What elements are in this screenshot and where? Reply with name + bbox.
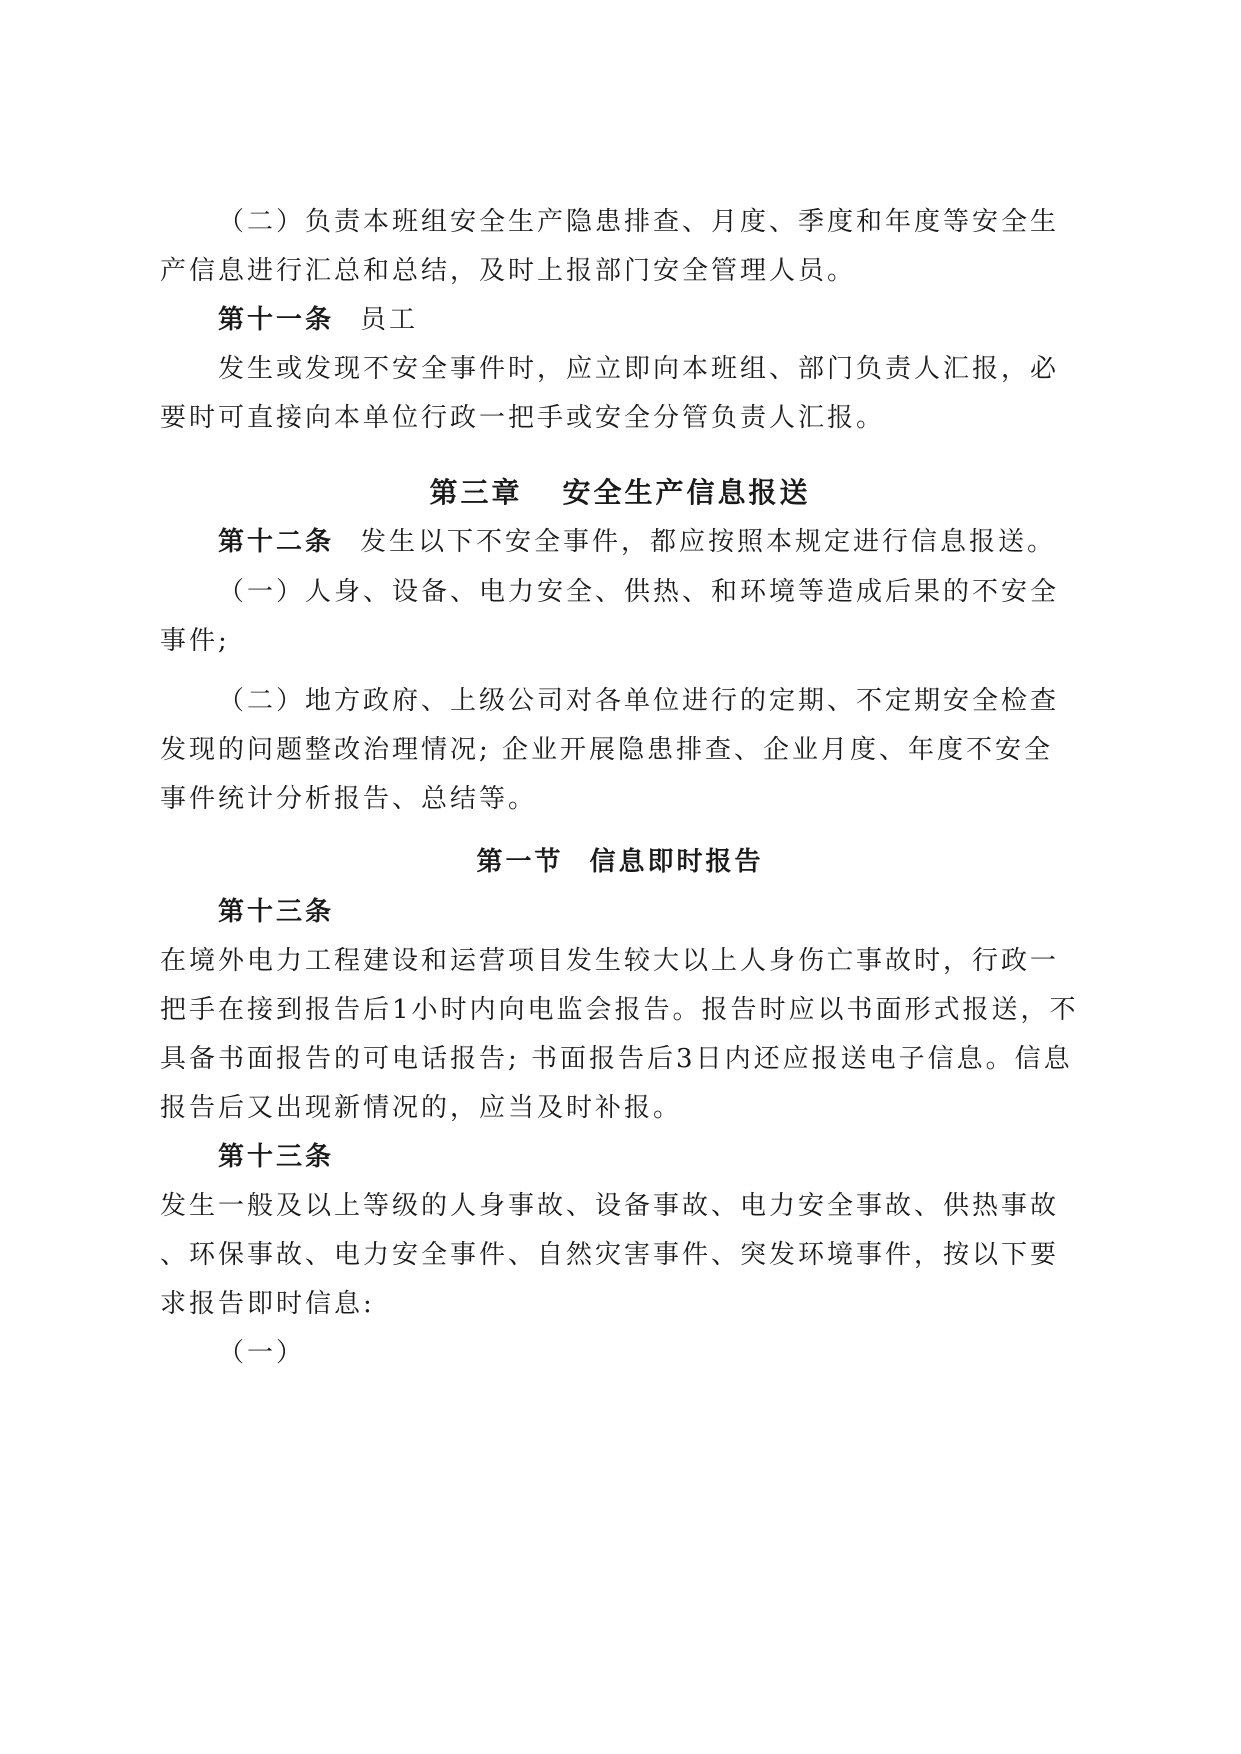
article-title: 员工 [360,305,419,335]
paragraph-line: 发生或发现不安全事件时，应立即向本班组、部门负责人汇报，必 [218,354,1060,384]
article-13-heading: 第十三条 [218,1142,335,1172]
section-heading [160,845,1080,879]
section-title: 信息即时报告 [589,847,764,877]
paragraph-line: 发现的问题整改治理情况; 企业开展隐患排查、企业月度、年度不安全 [160,735,1054,765]
paragraph-line: 产信息进行汇总和总结，及时上报部门安全管理人员。 [160,256,857,286]
article-heading: 第十二条 [218,527,335,557]
chapter-number: 第三章 [429,476,523,509]
chapter-heading [160,476,1080,510]
paragraph-line: （二）负责本班组安全生产隐患排查、月度、季度和年度等安全生 [218,207,1060,237]
paragraph-line: 在境外电力工程建设和运营项目发生较大以上人身伤亡事故时，行政一 [160,946,1060,976]
paragraph-line: 要时可直接向本单位行政一把手或安全分管负责人汇报。 [160,403,886,433]
paragraph-line: 事件; [160,626,230,656]
paragraph-line: 发生一般及以上等级的人身事故、设备事故、电力安全事故、供热事故 [160,1191,1060,1221]
chapter-title: 安全生产信息报送 [562,476,811,509]
paragraph-line: 把手在接到报告后1小时内向电监会报告。报告时应以书面形式报送，不 [160,995,1079,1025]
article-text: 发生以下不安全事件，都应按照本规定进行信息报送。 [360,527,1057,557]
paragraph-line: 事件统计分析报告、总结等。 [160,784,538,814]
paragraph-line: 求报告即时信息: [160,1289,375,1319]
article-heading: 第十一条 [218,305,335,335]
paragraph-line: 具备书面报告的可电话报告; 书面报告后3日内还应报送电子信息。信息 [160,1044,1073,1074]
section-number: 第一节 [476,847,564,877]
article-11-heading-line [218,303,1080,337]
article-13-heading: 第十三条 [218,897,335,927]
article-12-line [218,525,1080,559]
paragraph-line: （一） [218,1338,306,1368]
paragraph-line: 报告后又出现新情况的，应当及时补报。 [160,1093,683,1123]
paragraph-line: （一）人身、设备、电力安全、供热、和环境等造成后果的不安全 [218,577,1060,607]
paragraph-line: 、环保事故、电力安全事件、自然灾害事件、突发环境事件，按以下要 [160,1240,1060,1270]
paragraph-line: （二）地方政府、上级公司对各单位进行的定期、不定期安全检查 [218,686,1060,716]
